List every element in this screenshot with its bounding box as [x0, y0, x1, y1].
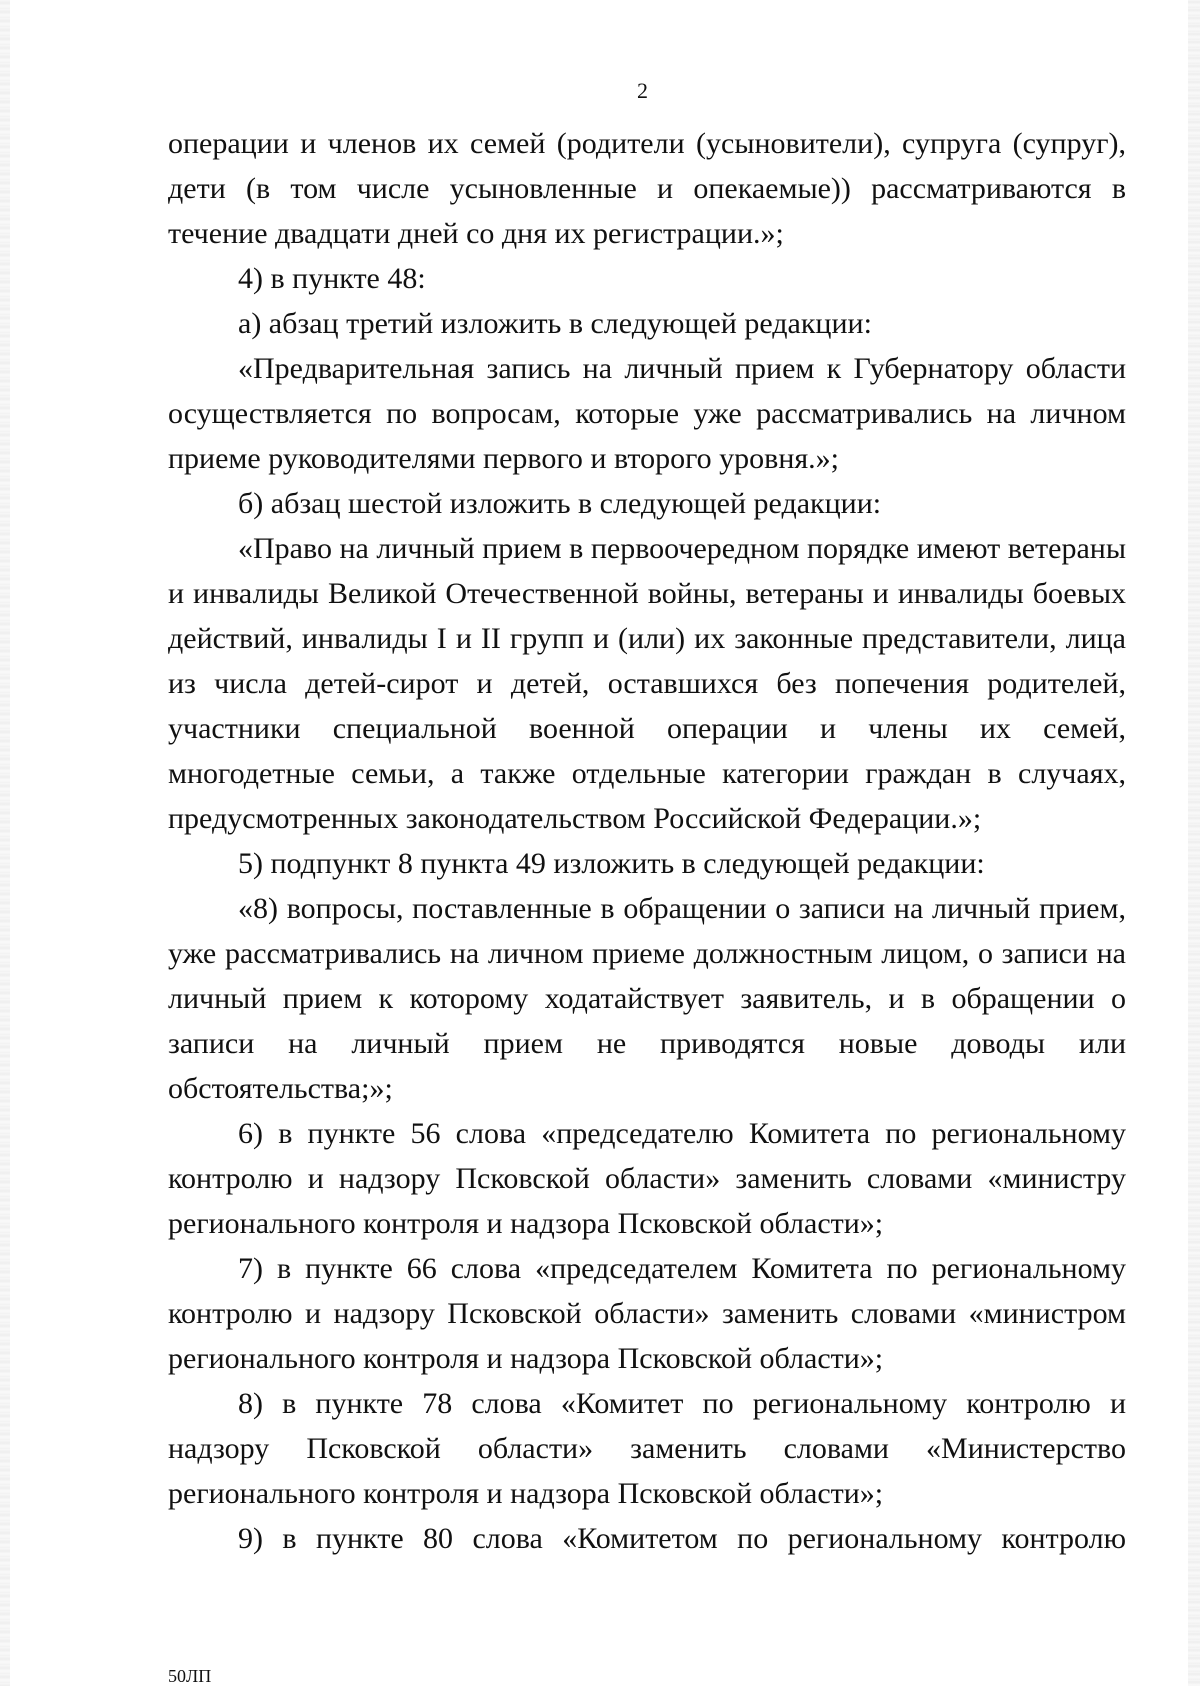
paragraph-item-6: 6) в пункте 56 слова «председателю Комитета по региональному контролю и надзору Псковской области» заменить словами «министру регионального контроля и надзора Псковской области»;: [168, 1117, 1126, 1240]
paragraph-item-5-text: «8) вопросы, поставленные в обращении о записи на личный прием, уже рассматривались на личном приеме должностным лицом, о записи на личный прием к которому ходатайствует заявитель, и в обращении о записи на личный прием не приводятся новые доводы или обстоятельства;»;: [168, 892, 1126, 1105]
paragraph-item-4a: а) абзац третий изложить в следующей редакции:: [238, 307, 872, 340]
paragraph-item-4b: б) абзац шестой изложить в следующей редакции:: [238, 487, 882, 520]
footer-document-code: 50ЛП: [168, 1666, 212, 1686]
paragraph-item-4b-text: «Право на личный прием в первоочередном порядке имеют ветераны и инвалиды Великой Отечественной войны, ветераны и инвалиды боевых действий, инвалиды I и II групп и (или) их законные представители, лица из числа детей-сирот и детей, оставшихся без попечения родителей, участники специальной военной операции и члены их семей, многодетные семьи, а также отдельные категории граждан в случаях, предусмотренных законодательством Российской Федерации.»;: [168, 532, 1126, 835]
paragraph-item-7: 7) в пункте 66 слова «председателем Комитета по региональному контролю и надзору Псковской области» заменить словами «министром регионального контроля и надзора Псковской области»;: [168, 1252, 1126, 1375]
paragraph-item-5: 5) подпункт 8 пункта 49 изложить в следующей редакции:: [238, 847, 985, 880]
document-body: [168, 121, 1126, 1561]
paragraph-item-4a-text: «Предварительная запись на личный прием к Губернатору области осуществляется по вопросам, которые уже рассматривались на личном приеме руководителями первого и второго уровня.»;: [168, 352, 1126, 475]
page-number: 2: [637, 78, 648, 103]
paragraph-item-8: 8) в пункте 78 слова «Комитет по региональному контролю и надзору Псковской области» заменить словами «Министерство регионального контроля и надзора Псковской области»;: [168, 1387, 1126, 1510]
paragraph-item-4: 4) в пункте 48:: [238, 262, 426, 295]
scan-edge-right: [1188, 0, 1200, 1686]
paragraph-continuation: операции и членов их семей (родители (усыновители), супруга (супруг), дети (в том числе усыновленные и опекаемые)) рассматриваются в течение двадцати дней со дня их регистрации.»;: [168, 127, 1126, 250]
scan-edge-left: [0, 0, 10, 1686]
paragraph-item-9: 9) в пункте 80 слова «Комитетом по региональному контролю: [238, 1522, 1126, 1555]
